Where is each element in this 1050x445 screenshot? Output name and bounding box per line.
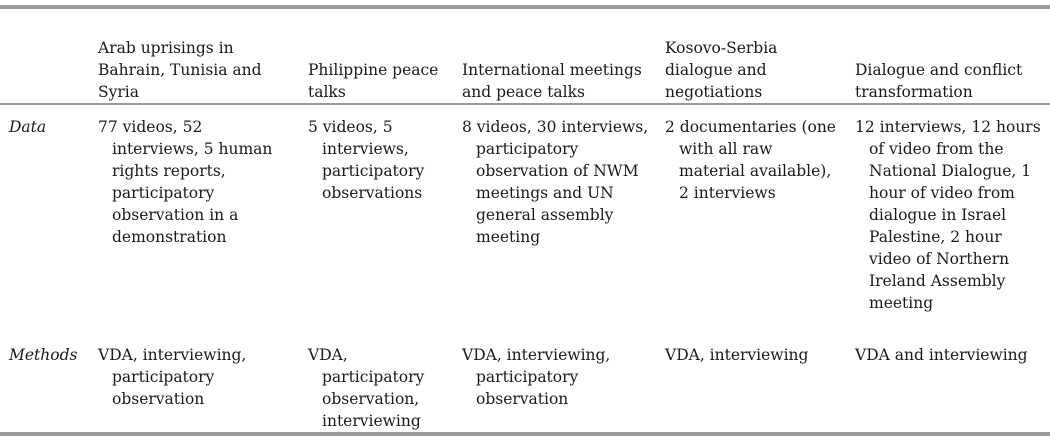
row-label-data: Data (9, 118, 47, 136)
table-row-methods (0, 340, 1050, 445)
research-data-table (0, 9, 1050, 445)
cell-text: VDA, interviewing, participatory observation (462, 346, 611, 408)
table-cell (299, 106, 453, 340)
cell-text: 8 videos, 30 interviews, participatory observation of NWM meetings and UN general assembly meeting (462, 118, 649, 246)
row-label-methods: Methods (9, 346, 78, 364)
cell-text: 12 interviews, 12 hours of video from the National Dialogue, 1 hour of video from dialogue in Israel Palestine, 2 hour video of Northern Ireland Assembly meeting (855, 118, 1041, 312)
table-header-row (0, 9, 1050, 106)
cell-text: 77 videos, 52 interviews, 5 human rights reports, participatory observation in a demonstration (98, 118, 273, 246)
column-header-international-meetings: International meetings and peace talks (462, 61, 642, 101)
table-cell (89, 106, 299, 340)
table-cell (453, 106, 656, 340)
cell-text: VDA and interviewing (855, 346, 1028, 364)
table-cell (453, 340, 656, 445)
column-header-philippine-peace-talks: Philippine peace talks (308, 61, 439, 101)
table-cell (846, 106, 1050, 340)
cell-text: VDA, participatory observation, interviewing (308, 346, 425, 430)
cell-text: VDA, interviewing, participatory observation (98, 346, 247, 408)
table-corner-cell (0, 9, 89, 106)
table-cell (656, 340, 846, 445)
table-cell (656, 106, 846, 340)
cell-text: 2 documentaries (one with all raw material available), 2 interviews (665, 118, 836, 202)
column-header-arab-uprisings: Arab uprisings in Bahrain, Tunisia and Syria (98, 39, 262, 101)
table-cell (846, 340, 1050, 445)
table-cell (89, 340, 299, 445)
cell-text: VDA, interviewing (665, 346, 809, 364)
column-header-dialogue-conflict-transformation: Dialogue and conflict transformation (855, 61, 1023, 101)
table-cell (299, 340, 453, 445)
column-header-kosovo-serbia: Kosovo-Serbia dialogue and negotiations (665, 39, 778, 101)
table-row-data (0, 106, 1050, 340)
cell-text: 5 videos, 5 interviews, participatory observations (308, 118, 425, 202)
